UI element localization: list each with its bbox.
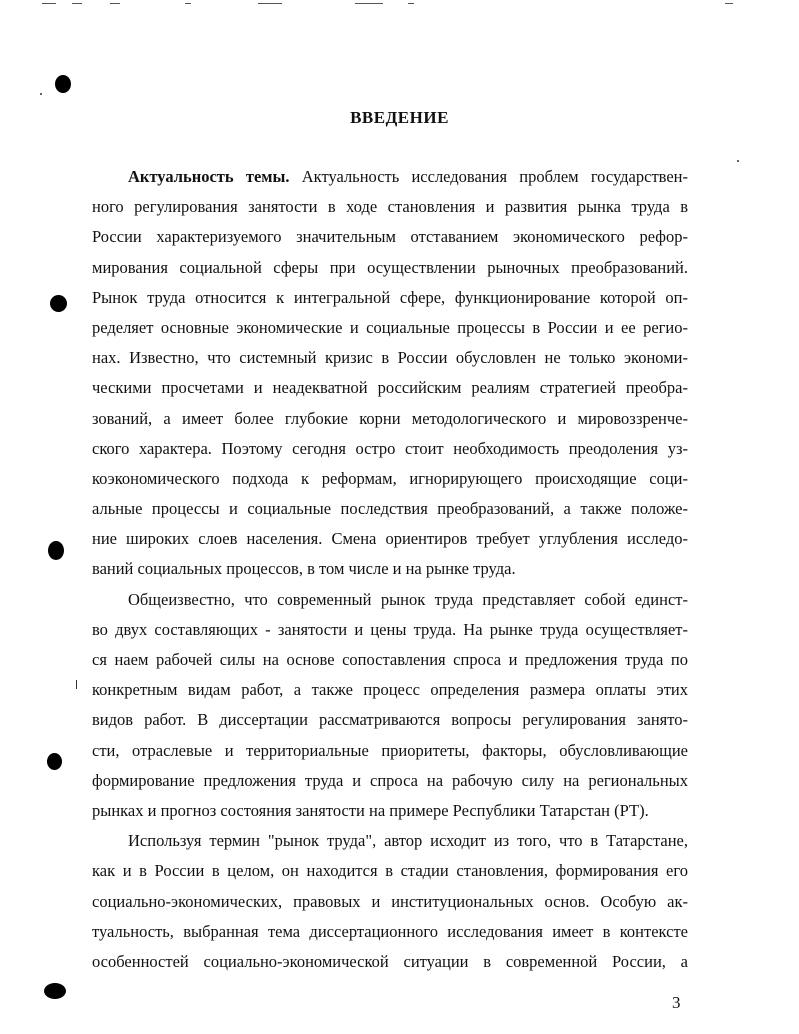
scan-mark [408, 3, 414, 4]
binder-hole [44, 983, 66, 999]
scan-speck [737, 160, 739, 162]
binder-hole [55, 75, 71, 93]
paragraph-line: формирование предложения труда и спроса на рабочую силу на региональных [92, 770, 688, 790]
page-title: ВВЕДЕНИЕ [350, 108, 449, 127]
scan-mark [110, 3, 120, 4]
paragraph-line: туальность, выбранная тема диссертационного исследования имеет в контексте [92, 921, 688, 941]
paragraph-line: ского характера. Поэтому сегодня остро стоит необходимость преодоления уз- [92, 438, 688, 458]
paragraph-line: конкретным видам работ, а также процесс определения размера оплаты этих [92, 680, 688, 700]
paragraph-line: коэкономического подхода к реформам, игнорирующего происходящие соци- [92, 468, 688, 488]
paragraph-line: ние широких слоев населения. Смена ориентиров требует углубления исследо- [92, 529, 688, 549]
scan-mark [185, 3, 191, 4]
paragraph-line: зований, а имеет более глубокие корни методологического и мировоззренче- [92, 408, 688, 428]
binder-hole [50, 295, 67, 312]
paragraph-line: мирования социальной сферы при осуществлении рыночных преобразований. [92, 257, 688, 277]
paragraph-line: социально-экономических, правовых и институциональных основ. Особую ак- [92, 891, 688, 911]
scan-speck [40, 93, 42, 95]
paragraph-line: видов работ. В диссертации рассматриваются вопросы регулирования занято- [92, 710, 688, 730]
paragraph-line: Общеизвестно, что современный рынок труда представляет собой единст- [128, 589, 688, 609]
paragraph-line: ределяет основные экономические и социальные процессы в России и ее регио- [92, 317, 688, 337]
paragraph-line: нах. Известно, что системный кризис в России обусловлен не только экономи- [92, 348, 688, 368]
paragraph-line: во двух составляющих - занятости и цены труда. На рынке труда осуществляет- [92, 619, 688, 639]
scan-top-edge [0, 0, 799, 10]
paragraph-line: особенностей социально-экономической ситуации в современной России, а [92, 951, 688, 971]
scan-speck [76, 680, 77, 689]
paragraph-line: ного регулирования занятости в ходе становления и развития рынка труда в [92, 197, 688, 217]
paragraph-text: Актуальность исследования проблем государствен- [289, 167, 688, 186]
scan-mark [258, 3, 282, 4]
paragraph-line: рынках и прогноз состояния занятости на примере Республики Татарстан (РТ). [92, 800, 649, 820]
paragraph-line: ваний социальных процессов, в том числе и на рынке труда. [92, 559, 516, 579]
paragraph-heading: Актуальность темы. [128, 167, 290, 186]
paragraph-line: России характеризуемого значительным отставанием экономического рефор- [92, 227, 688, 247]
paragraph-line: Используя термин "рынок труда", автор исходит из того, что в Татарстане, [128, 831, 688, 851]
page-number: 3 [672, 993, 681, 1012]
paragraph-line: Рынок труда относится к интегральной сфере, функционирование которой оп- [92, 287, 688, 307]
paragraph-line: ческими просчетами и неадекватной российским реалиям стратегией преобра- [92, 378, 688, 398]
binder-hole [47, 753, 62, 770]
binder-hole [48, 541, 64, 560]
paragraph-line: альные процессы и социальные последствия преобразований, а также положе- [92, 499, 688, 519]
paragraph-line [92, 162, 688, 192]
scan-mark [355, 3, 383, 4]
paragraph-line: ся наем рабочей силы на основе сопоставления спроса и предложения труда по [92, 650, 688, 669]
scan-mark [42, 3, 56, 4]
paragraph-line: сти, отраслевые и территориальные приоритеты, факторы, обусловливающие [92, 740, 688, 760]
paragraph-line: как и в России в целом, он находится в стадии становления, формирования его [92, 861, 688, 881]
scan-mark [725, 3, 733, 4]
document-body [92, 162, 688, 977]
scan-mark [72, 3, 82, 4]
